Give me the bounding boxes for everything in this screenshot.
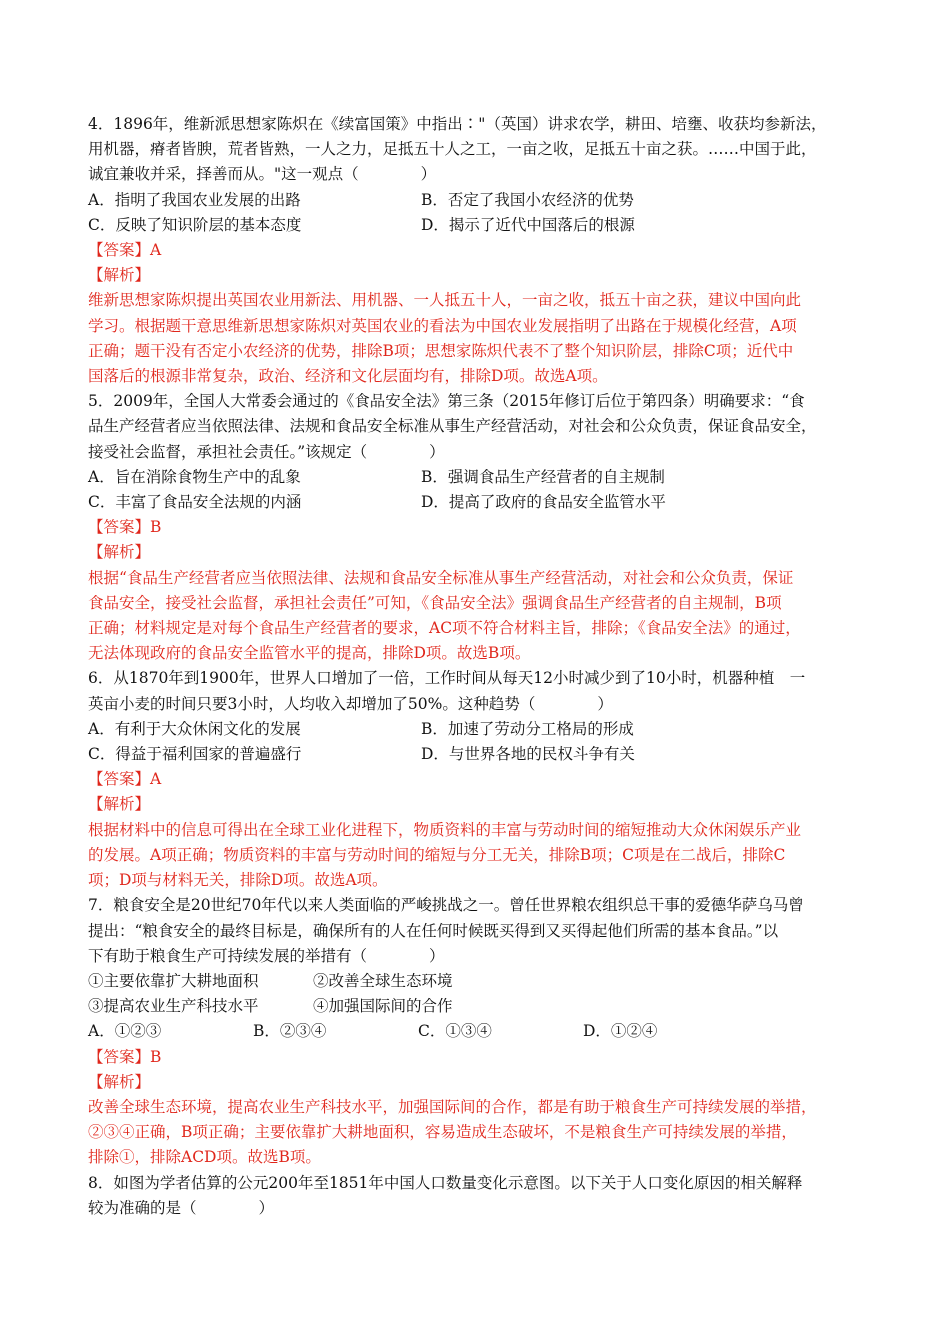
option-b: B．强调食品生产经营者的自主规制	[421, 467, 665, 486]
question-stem-line: 4．1896年，维新派思想家陈炽在《续富国策》中指出∶"（英国）讲求农学，耕田、培壅、收获均参新法，	[88, 115, 827, 133]
answer-label: 【答案】A	[88, 770, 162, 789]
analysis-line: 维新思想家陈炽提出英国农业用新法、用机器、一人抵五十人，一亩之收，抵五十亩之获，建议中国向此	[88, 291, 802, 310]
options-row	[88, 717, 868, 742]
option-a: A．①②③	[88, 1022, 162, 1041]
analysis-line: ②③④正确，B项正确；主要依靠扩大耕地面积，容易造成生态破坏，不是粮食生产可持续发展的举措，	[88, 1123, 797, 1142]
option-a: A．旨在消除食物生产中的乱象	[88, 467, 301, 486]
analysis-line: 排除①，排除ACD项。故选B项。	[88, 1148, 321, 1167]
question-stem-line: 7．粮食安全是20世纪70年代以来人类面临的严峻挑战之一。曾任世界粮农组织总干事的爱德华萨乌马曾	[88, 896, 804, 915]
option-c: C．得益于福利国家的普遍盛行	[88, 745, 302, 764]
options-row	[88, 490, 868, 515]
options-row	[88, 213, 868, 238]
question-stem-line: 较为准确的是（ ）	[88, 1198, 275, 1217]
analysis-line: 根据“食品生产经营者应当依照法律、法规和食品安全标准从事生产经营活动，对社会和公众负责，保证	[88, 568, 794, 587]
analysis-line: 的发展。A项正确；物质资料的丰富与劳动时间的缩短与分工无关，排除B项；C项是在二战后，排除C	[88, 845, 786, 864]
sub-items-row	[88, 969, 868, 994]
option-c: C．丰富了食品安全法规的内涵	[88, 493, 302, 512]
option-b: B．否定了我国小农经济的优势	[421, 190, 634, 209]
option-c: C．①③④	[418, 1022, 492, 1041]
question-6	[88, 666, 868, 893]
document-body	[88, 112, 868, 1221]
answer-label: 【答案】B	[88, 1047, 162, 1066]
sub-item-4: ④加强国际间的合作	[313, 997, 453, 1016]
option-b: B．②③④	[253, 1022, 327, 1041]
option-d: D．①②④	[583, 1022, 658, 1041]
question-7	[88, 893, 868, 1170]
sub-items-row	[88, 994, 868, 1019]
option-a: A．指明了我国农业发展的出路	[88, 190, 301, 209]
analysis-line: 根据材料中的信息可得出在全球工业化进程下，物质资料的丰富与劳动时间的缩短推动大众休闲娱乐产业	[88, 820, 802, 839]
analysis-line: 食品安全，接受社会监督，承担社会责任”可知，《食品安全法》强调食品生产经营者的自主规制，B项	[88, 593, 782, 612]
option-c: C．反映了知识阶层的基本态度	[88, 215, 302, 234]
analysis-line: 无法体现政府的食品安全监管水平的提高，排除D项。故选B项。	[88, 644, 531, 663]
analysis-label: 【解析】	[88, 266, 151, 285]
analysis-label: 【解析】	[88, 1072, 151, 1091]
option-b: B．加速了劳动分工格局的形成	[421, 719, 634, 738]
analysis-line: 项；D项与材料无关，排除D项。故选A项。	[88, 871, 388, 890]
option-d: D．揭示了近代中国落后的根源	[421, 215, 635, 234]
answer-label: 【答案】A	[88, 241, 162, 260]
analysis-line: 正确；材料规定是对每个食品生产经营者的要求，AC项不符合材料主旨，排除；《食品安全法》的通过，	[88, 619, 801, 638]
question-stem-line: 用机器，瘠者皆腴，荒者皆熟，一人之力，足抵五十人之工，一亩之收，足抵五十亩之获。……中国于此，	[88, 140, 817, 159]
analysis-line: 正确；题干没有否定小农经济的优势，排除B项；思想家陈炽代表不了整个知识阶层，排除C项；近代中	[88, 341, 794, 360]
answer-label: 【答案】B	[88, 518, 162, 537]
question-stem-line: 品生产经营者应当依照法律、法规和食品安全标准从事生产经营活动，对社会和公众负责，保证食品安全，	[88, 417, 817, 436]
sub-item-1: ①主要依靠扩大耕地面积	[88, 971, 259, 990]
option-a: A．有利于大众休闲文化的发展	[88, 719, 301, 738]
question-4	[88, 112, 868, 389]
question-stem-line: 诚宜兼收并采，择善而从。"这一观点（ ）	[88, 165, 437, 184]
question-stem-line: 5．2009年，全国人大常委会通过的《食品安全法》第三条（2015年修订后位于第四条）明确要求：“食	[88, 392, 805, 411]
question-stem-line: 英亩小麦的时间只要3小时，人均收入却增加了50%。这种趋势（ ）	[88, 694, 613, 713]
analysis-label: 【解析】	[88, 795, 151, 814]
question-stem-line: 8．如图为学者估算的公元200年至1851年中国人口数量变化示意图。以下关于人口变化原因的相关解释	[88, 1173, 803, 1192]
sub-item-3: ③提高农业生产科技水平	[88, 997, 259, 1016]
option-d: D．与世界各地的民权斗争有关	[421, 745, 635, 764]
analysis-label: 【解析】	[88, 543, 151, 562]
question-stem-line: 接受社会监督，承担社会责任。”该规定（ ）	[88, 442, 445, 461]
question-5	[88, 389, 868, 666]
question-stem-line: 6．从1870年到1900年，世界人口增加了一倍，工作时间从每天12小时减少到了10小时，机器种植 一	[88, 669, 806, 688]
sub-item-2: ②改善全球生态环境	[313, 971, 453, 990]
question-stem-line: 提出：“粮食安全的最终目标是，确保所有的人在任何时候既买得到又买得起他们所需的基本食品。”以	[88, 921, 779, 940]
analysis-line: 学习。根据题干意思维新思想家陈炽对英国农业的看法为中国农业发展指明了出路在于规模化经营，A项	[88, 316, 797, 335]
question-8	[88, 1171, 868, 1221]
question-stem-line: 下有助于粮食生产可持续发展的举措有（ ）	[88, 946, 445, 965]
option-d: D．提高了政府的食品安全监管水平	[421, 493, 666, 512]
options-row	[88, 1019, 868, 1044]
analysis-line: 国落后的根源非常复杂，政治、经济和文化层面均有，排除D项。故选A项。	[88, 367, 608, 386]
options-row	[88, 742, 868, 767]
options-row	[88, 465, 868, 490]
options-row	[88, 188, 868, 213]
analysis-line: 改善全球生态环境，提高农业生产科技水平，加强国际间的合作，都是有助于粮食生产可持续发展的举措，	[88, 1097, 817, 1116]
